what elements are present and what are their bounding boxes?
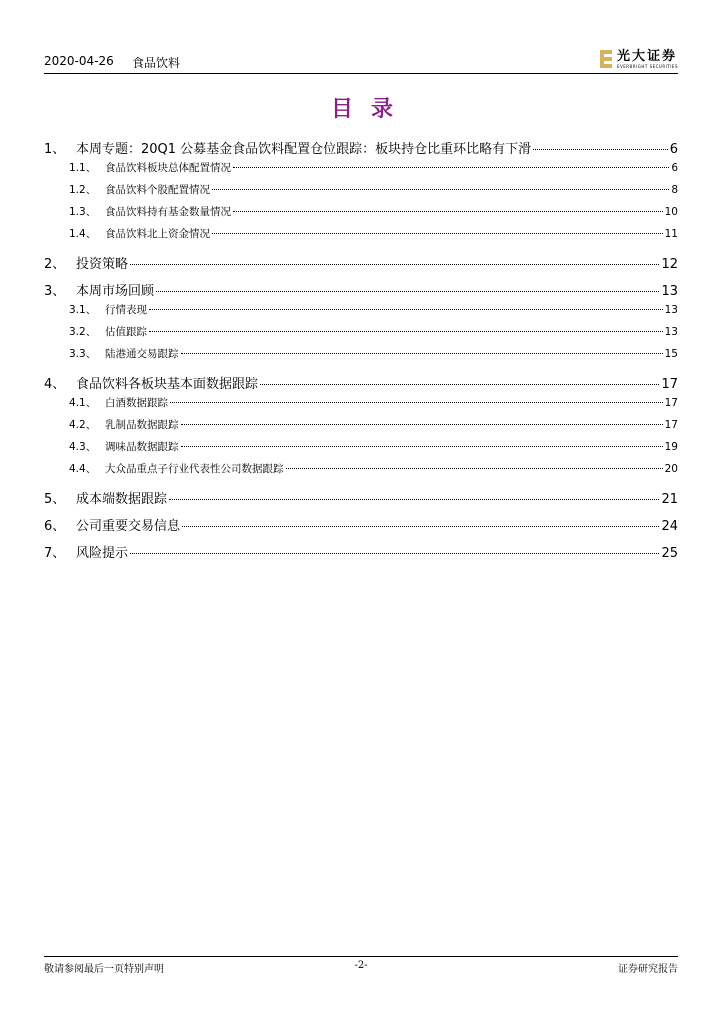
report-type: 证券研究报告 bbox=[618, 964, 678, 975]
toc-dot-leader bbox=[149, 309, 663, 310]
toc-entry[interactable] bbox=[44, 226, 678, 241]
toc-entry-label: 风险提示 bbox=[76, 546, 129, 561]
header-divider bbox=[44, 73, 678, 74]
toc-entry[interactable] bbox=[44, 417, 678, 432]
toc-entry-page: 20 bbox=[664, 463, 678, 475]
page-header bbox=[44, 48, 678, 72]
toc-entry-label: 行情表现 bbox=[105, 304, 147, 316]
toc-entry-number: 3.2、 bbox=[69, 326, 97, 338]
toc-entry[interactable] bbox=[44, 182, 678, 197]
toc-entry-page: 17 bbox=[664, 397, 678, 409]
toc-entry-page: 17 bbox=[661, 377, 678, 392]
toc-dot-leader bbox=[533, 149, 668, 150]
toc-entry-label: 本周市场回顾 bbox=[76, 284, 155, 299]
toc-entry-number: 1.1、 bbox=[69, 162, 97, 174]
toc-entry-label: 估值跟踪 bbox=[105, 326, 147, 338]
toc-entry-page: 15 bbox=[664, 348, 678, 360]
toc-entry-page: 21 bbox=[661, 492, 678, 507]
toc-entry[interactable] bbox=[44, 373, 678, 392]
toc-entry-number: 1.2、 bbox=[69, 184, 97, 196]
toc-entry[interactable] bbox=[44, 488, 678, 507]
toc-entry-label: 食品饮料板块总体配置情况 bbox=[105, 162, 231, 174]
toc-entry-page: 13 bbox=[661, 284, 678, 299]
toc-entry-label: 食品饮料持有基金数量情况 bbox=[105, 206, 231, 218]
toc-entry[interactable] bbox=[44, 542, 678, 561]
logo-e-icon bbox=[600, 50, 612, 68]
toc-dot-leader bbox=[170, 402, 663, 403]
toc-entry-number: 2、 bbox=[44, 257, 66, 272]
toc-entry-number: 1.3、 bbox=[69, 206, 97, 218]
toc-entry-label: 食品饮料个股配置情况 bbox=[105, 184, 210, 196]
logo-chinese: 光大证券 bbox=[616, 48, 677, 64]
toc-entry[interactable] bbox=[44, 515, 678, 534]
toc-dot-leader bbox=[233, 167, 669, 168]
toc-dot-leader bbox=[212, 233, 663, 234]
toc-dot-leader bbox=[181, 446, 663, 447]
toc-entry-label: 食品饮料北上资金情况 bbox=[105, 228, 210, 240]
toc-entry-page: 25 bbox=[661, 546, 678, 561]
toc-entry-number: 7、 bbox=[44, 546, 66, 561]
toc-entry-page: 6 bbox=[669, 142, 678, 157]
toc-dot-leader bbox=[182, 526, 659, 527]
toc-entry-page: 17 bbox=[664, 419, 678, 431]
toc-entry-number: 3.1、 bbox=[69, 304, 97, 316]
toc-entry-number: 6、 bbox=[44, 519, 66, 534]
toc-entry-label: 成本端数据跟踪 bbox=[76, 492, 168, 507]
toc-dot-leader bbox=[130, 264, 659, 265]
toc-entry-page: 13 bbox=[664, 326, 678, 338]
toc-entry-label: 公司重要交易信息 bbox=[76, 519, 181, 534]
toc-entry-page: 13 bbox=[664, 304, 678, 316]
toc-entry-label: 调味品数据跟踪 bbox=[105, 441, 179, 453]
toc-entry-label: 乳制品数据跟踪 bbox=[105, 419, 179, 431]
toc-dot-leader bbox=[260, 384, 659, 385]
report-date: 2020-04-26 bbox=[44, 54, 114, 68]
toc-entry-number: 1.4、 bbox=[69, 228, 97, 240]
toc-dot-leader bbox=[156, 291, 659, 292]
toc-entry[interactable] bbox=[44, 204, 678, 219]
toc-entry[interactable] bbox=[44, 439, 678, 454]
toc-entry-number: 3.3、 bbox=[69, 348, 97, 360]
toc-entry-number: 4.2、 bbox=[69, 419, 97, 431]
toc-dot-leader bbox=[286, 468, 663, 469]
toc-entry-number: 5、 bbox=[44, 492, 66, 507]
toc-dot-leader bbox=[149, 331, 663, 332]
toc-entry[interactable] bbox=[44, 280, 678, 299]
toc-entry-number: 3、 bbox=[44, 284, 66, 299]
logo-english: EVERBRIGHT SECURITIES bbox=[616, 63, 678, 69]
toc-entry-label: 白酒数据跟踪 bbox=[105, 397, 168, 409]
everbright-logo bbox=[600, 48, 678, 70]
toc-entry[interactable] bbox=[44, 302, 678, 317]
toc-dot-leader bbox=[130, 553, 659, 554]
toc-entry[interactable] bbox=[44, 324, 678, 339]
toc-entry-number: 4.4、 bbox=[69, 463, 97, 475]
toc-entry-label: 大众品重点子行业代表性公司数据跟踪 bbox=[105, 463, 284, 475]
toc-entry-page: 11 bbox=[664, 228, 678, 240]
toc-dot-leader bbox=[181, 424, 663, 425]
toc-entry-number: 4.3、 bbox=[69, 441, 97, 453]
toc-entry-label: 投资策略 bbox=[76, 257, 129, 272]
toc-entry-page: 10 bbox=[664, 206, 678, 218]
disclaimer-note: 敬请参阅最后一页特别声明 bbox=[44, 964, 164, 975]
toc-entry-number: 1、 bbox=[44, 142, 66, 157]
toc-entry-number: 4、 bbox=[44, 377, 66, 392]
toc-entry[interactable] bbox=[44, 138, 678, 157]
toc-entry[interactable] bbox=[44, 160, 678, 175]
toc-entry-number: 4.1、 bbox=[69, 397, 97, 409]
toc-entry-label: 食品饮料各板块基本面数据跟踪 bbox=[76, 377, 259, 392]
toc-entry-page: 8 bbox=[671, 184, 678, 196]
toc-entry-page: 12 bbox=[661, 257, 678, 272]
toc-entry[interactable] bbox=[44, 395, 678, 410]
toc-dot-leader bbox=[233, 211, 663, 212]
toc-entry[interactable] bbox=[44, 346, 678, 361]
toc-entry[interactable] bbox=[44, 253, 678, 272]
footer-divider bbox=[44, 956, 678, 957]
toc-entry-page: 6 bbox=[671, 162, 678, 174]
toc-entry-label: 陆港通交易跟踪 bbox=[105, 348, 179, 360]
report-sector: 食品饮料 bbox=[132, 56, 181, 70]
page-number: -2- bbox=[354, 960, 368, 971]
toc-entry-label: 本周专题：20Q1 公募基金食品饮料配置仓位跟踪：板块持仓比重环比略有下滑 bbox=[76, 142, 532, 157]
toc-dot-leader bbox=[212, 189, 669, 190]
toc-entry-page: 24 bbox=[661, 519, 678, 534]
toc-entry-page: 19 bbox=[664, 441, 678, 453]
toc-title: 目录 bbox=[330, 96, 411, 122]
toc-entry[interactable] bbox=[44, 461, 678, 476]
toc-dot-leader bbox=[169, 499, 659, 500]
toc-dot-leader bbox=[181, 353, 663, 354]
